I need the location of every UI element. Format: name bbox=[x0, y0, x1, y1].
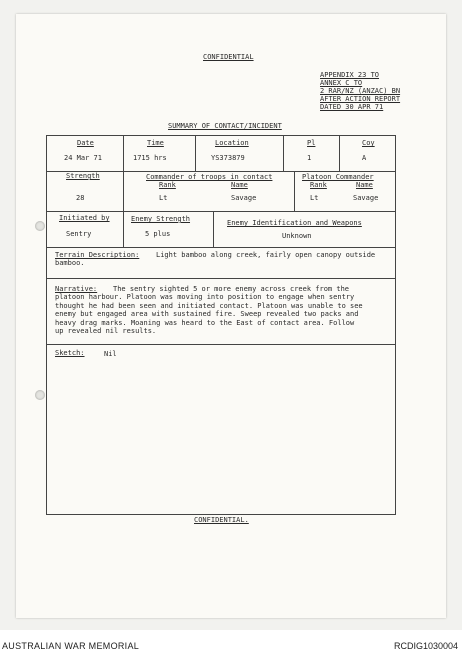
narrative-text: The sentry sighted 5 or more enemy across creek from the bbox=[113, 285, 350, 293]
strength-value: 28 bbox=[76, 194, 85, 202]
narrative-label: Narrative: bbox=[55, 285, 98, 293]
company-label: Coy bbox=[362, 139, 375, 147]
appendix-line: AFTER ACTION REPORT bbox=[320, 95, 401, 103]
enemy-strength-value: 5 plus bbox=[145, 230, 171, 238]
terrain-text: Light bamboo along creek, fairly open canopy outside bbox=[156, 251, 376, 259]
appendix-line: 2 RAR/NZ (ANZAC) BN bbox=[320, 87, 401, 95]
narrative-text: up revealed nil results. bbox=[55, 327, 157, 335]
enemy-identification-value: Unknown bbox=[282, 232, 312, 240]
appendix-line: DATED 30 APR 71 bbox=[320, 103, 384, 111]
platoon-label: Pl bbox=[307, 139, 316, 147]
initiated-by-label: Initiated by bbox=[59, 214, 110, 222]
enemy-identification-label: Enemy Identification and Weapons bbox=[227, 219, 362, 227]
narrative-text: enemy but engaged area with sustained fire. Sweep revealed two packs and bbox=[55, 310, 359, 318]
sketch-value: Nil bbox=[104, 350, 117, 358]
date-value: 24 Mar 71 bbox=[64, 154, 102, 162]
platoon-commander-label: Platoon Commander bbox=[302, 173, 374, 181]
time-value: 1715 hrs bbox=[133, 154, 167, 162]
platoon-commander-rank-label: Rank bbox=[310, 181, 327, 189]
location-label: Location bbox=[215, 139, 249, 147]
form-title: SUMMARY OF CONTACT/INCIDENT bbox=[168, 122, 282, 130]
narrative-text: heavy drag marks. Moaning was heard to the East of contact area. Follow bbox=[55, 319, 355, 327]
platoon-commander-rank: Lt bbox=[310, 194, 319, 202]
sketch-label: Sketch: bbox=[55, 349, 85, 357]
punch-hole bbox=[35, 390, 45, 400]
commander-label: Commander of troops in contact bbox=[146, 173, 273, 181]
commander-name: Savage bbox=[231, 194, 257, 202]
platoon-commander-name: Savage bbox=[353, 194, 379, 202]
punch-hole bbox=[35, 221, 45, 231]
narrative-text: thought he had been seen and initiated contact. Platoon was unable to see bbox=[55, 302, 363, 310]
strength-label: Strength bbox=[66, 172, 100, 180]
footer-source: AUSTRALIAN WAR MEMORIAL bbox=[2, 641, 140, 651]
footer-record-id: RCDIG1030004 bbox=[393, 641, 458, 651]
appendix-line: APPENDIX 23 TO bbox=[320, 71, 380, 79]
terrain-text: bamboo. bbox=[55, 259, 85, 267]
location-value: YS373879 bbox=[211, 154, 245, 162]
initiated-by-value: Sentry bbox=[66, 230, 92, 238]
platoon-value: 1 bbox=[307, 154, 312, 162]
commander-name-label: Name bbox=[231, 181, 248, 189]
narrative-text: platoon harbour. Platoon was moving into position to engage when sentry bbox=[55, 293, 355, 301]
classification-top: CONFIDENTIAL bbox=[203, 53, 254, 61]
appendix-line: ANNEX C TO bbox=[320, 79, 363, 87]
platoon-commander-name-label: Name bbox=[356, 181, 373, 189]
time-label: Time bbox=[147, 139, 164, 147]
commander-rank-label: Rank bbox=[159, 181, 176, 189]
date-label: Date bbox=[77, 139, 94, 147]
company-value: A bbox=[362, 154, 367, 162]
classification-bottom: CONFIDENTIAL. bbox=[194, 516, 249, 524]
terrain-label: Terrain Description: bbox=[55, 251, 140, 259]
commander-rank: Lt bbox=[159, 194, 168, 202]
enemy-strength-label: Enemy Strength bbox=[131, 215, 191, 223]
